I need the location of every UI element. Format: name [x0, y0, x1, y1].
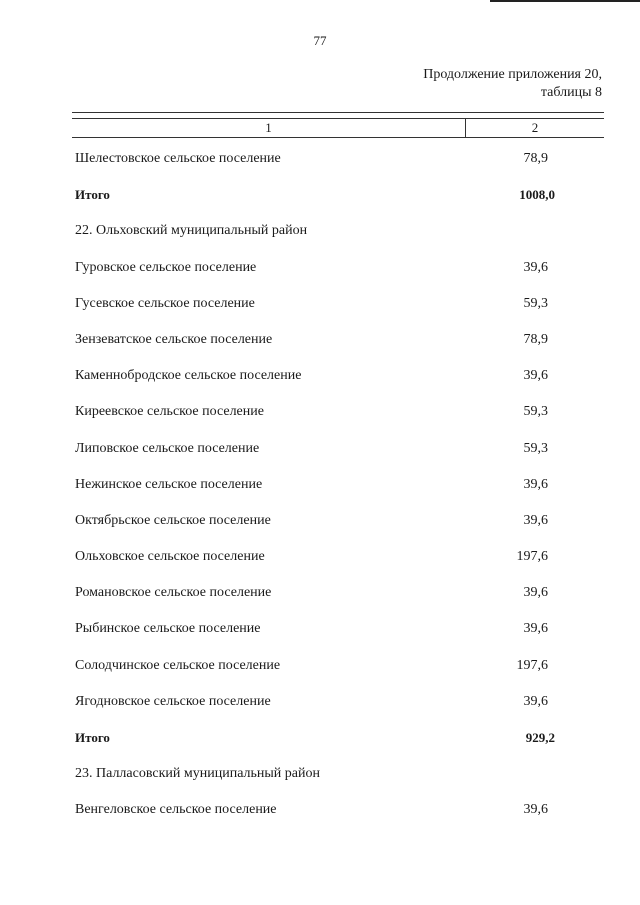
table-row	[75, 655, 605, 691]
row-value: 78,9	[523, 331, 548, 347]
row-value: 197,6	[516, 549, 548, 565]
row-value: 1008,0	[519, 187, 555, 203]
table-row	[75, 293, 605, 329]
table-row	[75, 329, 605, 365]
row-name: Романовское сельское поселение	[75, 585, 272, 601]
row-name: Липовское сельское поселение	[75, 440, 260, 456]
row-value: 39,6	[523, 259, 548, 275]
table-row	[75, 510, 605, 546]
table-row	[75, 401, 605, 437]
continuation-line-1: Продолжение приложения 20,	[423, 67, 602, 82]
row-value: 39,6	[523, 476, 548, 492]
row-value: 59,3	[523, 440, 548, 456]
column-header-2: 2	[531, 120, 539, 135]
row-value: 929,2	[525, 730, 555, 745]
row-value: 197,6	[516, 657, 548, 673]
table-row	[75, 618, 605, 654]
row-value: 59,3	[523, 295, 548, 311]
row-name: Итого	[75, 187, 110, 203]
row-name: Гуровское сельское поселение	[75, 259, 257, 275]
row-value: 39,6	[523, 693, 548, 709]
table-row	[75, 257, 605, 293]
row-name: Октябрьское сельское поселение	[75, 512, 271, 528]
table-row	[75, 763, 605, 799]
table-row	[75, 148, 605, 184]
row-name: Гусевское сельское поселение	[75, 295, 255, 311]
row-name: Солодчинское сельское поселение	[75, 657, 281, 673]
page-number: 77	[313, 33, 327, 48]
table-header	[72, 112, 604, 138]
row-value: 78,9	[523, 151, 548, 166]
row-name: Венгеловское сельское поселение	[75, 802, 277, 818]
table-row	[75, 582, 605, 618]
continuation-line-2: таблицы 8	[540, 85, 602, 100]
row-name: 22. Ольховский муниципальный район	[75, 223, 308, 239]
row-value: 59,3	[523, 404, 548, 420]
row-name: 23. Палласовский муниципальный район	[75, 766, 320, 782]
table-body	[75, 148, 605, 836]
row-name: Ольховское сельское поселение	[75, 549, 265, 565]
row-name: Рыбинское сельское поселение	[75, 621, 261, 637]
table-row	[75, 727, 605, 763]
table-row	[75, 474, 605, 510]
row-name: Итого	[75, 730, 110, 745]
header-rule-upper	[72, 118, 604, 119]
table-row	[75, 546, 605, 582]
column-header-1: 1	[265, 120, 272, 135]
row-name: Зензеватское сельское поселение	[75, 331, 273, 347]
table-row	[75, 365, 605, 401]
row-value: 39,6	[523, 621, 548, 637]
row-name: Шелестовское сельское поселение	[75, 151, 281, 166]
row-name: Каменнобродское сельское поселение	[75, 368, 302, 384]
header-rule-lower	[72, 137, 604, 138]
row-name: Ягодновское сельское поселение	[75, 693, 271, 709]
continuation-note	[423, 66, 602, 102]
row-name: Нежинское сельское поселение	[75, 476, 263, 492]
table-row	[75, 220, 605, 256]
top-rule	[490, 0, 640, 2]
table-row	[75, 799, 605, 835]
row-name: Киреевское сельское поселение	[75, 404, 264, 420]
table-row	[75, 184, 605, 220]
row-value: 39,6	[523, 512, 548, 528]
table-row	[75, 691, 605, 727]
row-value: 39,6	[523, 802, 548, 818]
row-value: 39,6	[523, 368, 548, 384]
row-value: 39,6	[523, 585, 548, 601]
table-row	[75, 438, 605, 474]
header-rule-top	[72, 112, 604, 113]
